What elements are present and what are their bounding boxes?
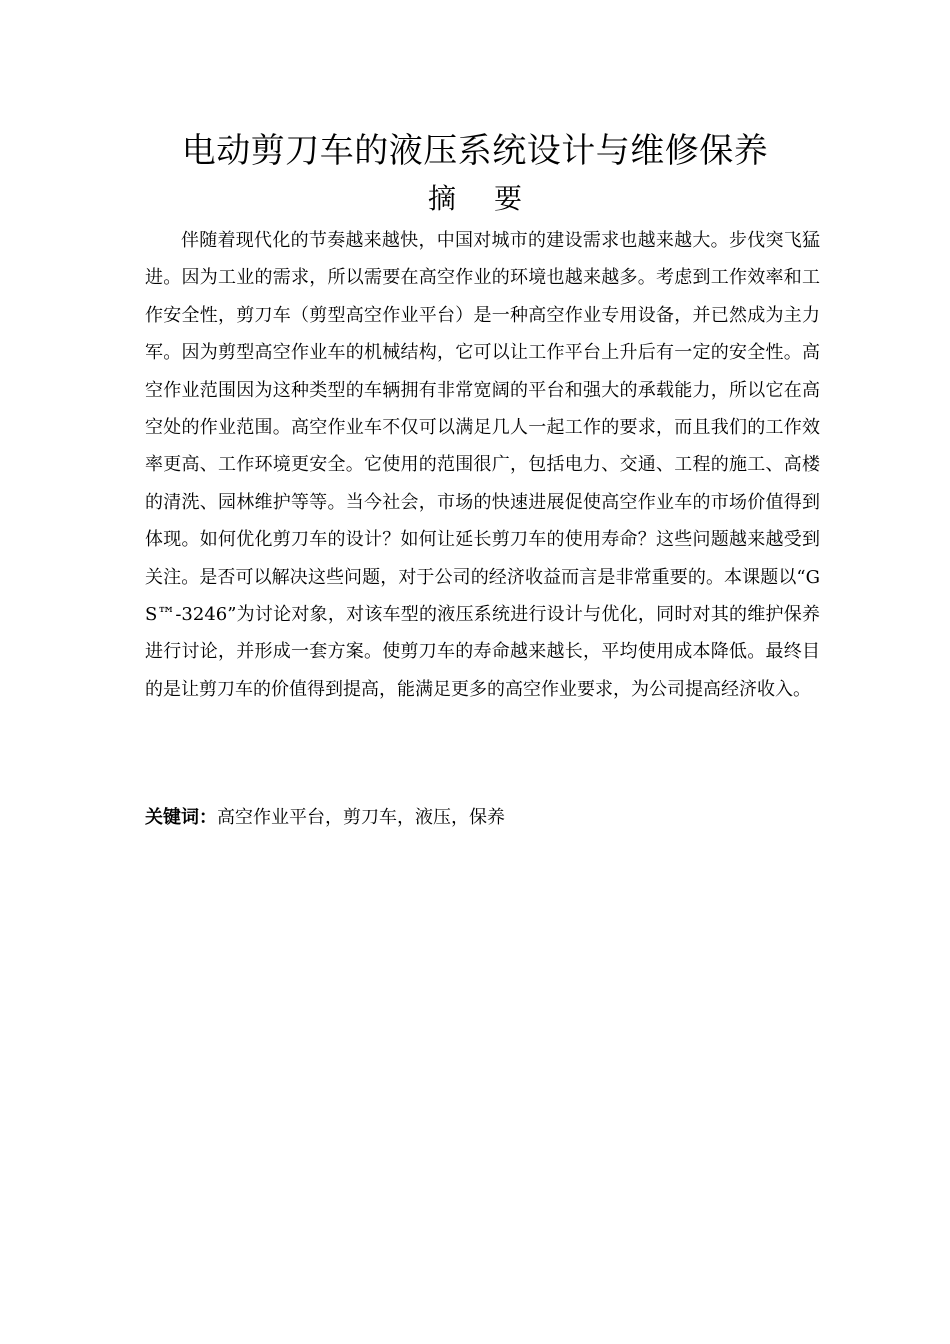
abstract-body: 伴随着现代化的节奏越来越快，中国对城市的建设需求也越来越大。步伐突飞猛进。因为工业的需求，所以需要在高空作业的环境也越来越多。考虑到工作效率和工作安全性，剪刀车（剪型高空作业平台）是一种高空作业专用设备，并已然成为主力军。因为剪型高空作业车的机械结构，它可以让工作平台上升后有一定的安全性。高空作业范围因为这种类型的车辆拥有非常宽阔的平台和强大的承载能力，所以它在高空处的作业范围。高空作业车不仅可以满足几人一起工作的要求，而且我们的工作效率更高、工作环境更安全。它使用的范围很广，包括电力、交通、工程的施工、高楼的清洗、园林维护等等。当今社会，市场的快速进展促使高空作业车的市场价值得到体现。如何优化剪刀车的设计？如何让延长剪刀车的使用寿命？这些问题越来越受到关注。是否可以解决这些问题，对于公司的经济收益而言是非常重要的。本课题以“GS™-3246”为讨论对象，对该车型的液压系统进行设计与优化，同时对其的维护保养进行讨论，并形成一套方案。使剪刀车的寿命越来越长，平均使用成本降低。最终目的是让剪刀车的价值得到提高，能满足更多的高空作业要求，为公司提高经济收入。 (145, 230, 820, 700)
keywords-text: 高空作业平台，剪刀车，液压，保养 (217, 807, 505, 828)
document-title: 电动剪刀车的液压系统设计与维修保养 (181, 131, 769, 171)
keywords-line (145, 803, 820, 833)
abstract-heading: 摘要 (427, 182, 560, 215)
keywords-label: 关键词： (145, 807, 217, 828)
